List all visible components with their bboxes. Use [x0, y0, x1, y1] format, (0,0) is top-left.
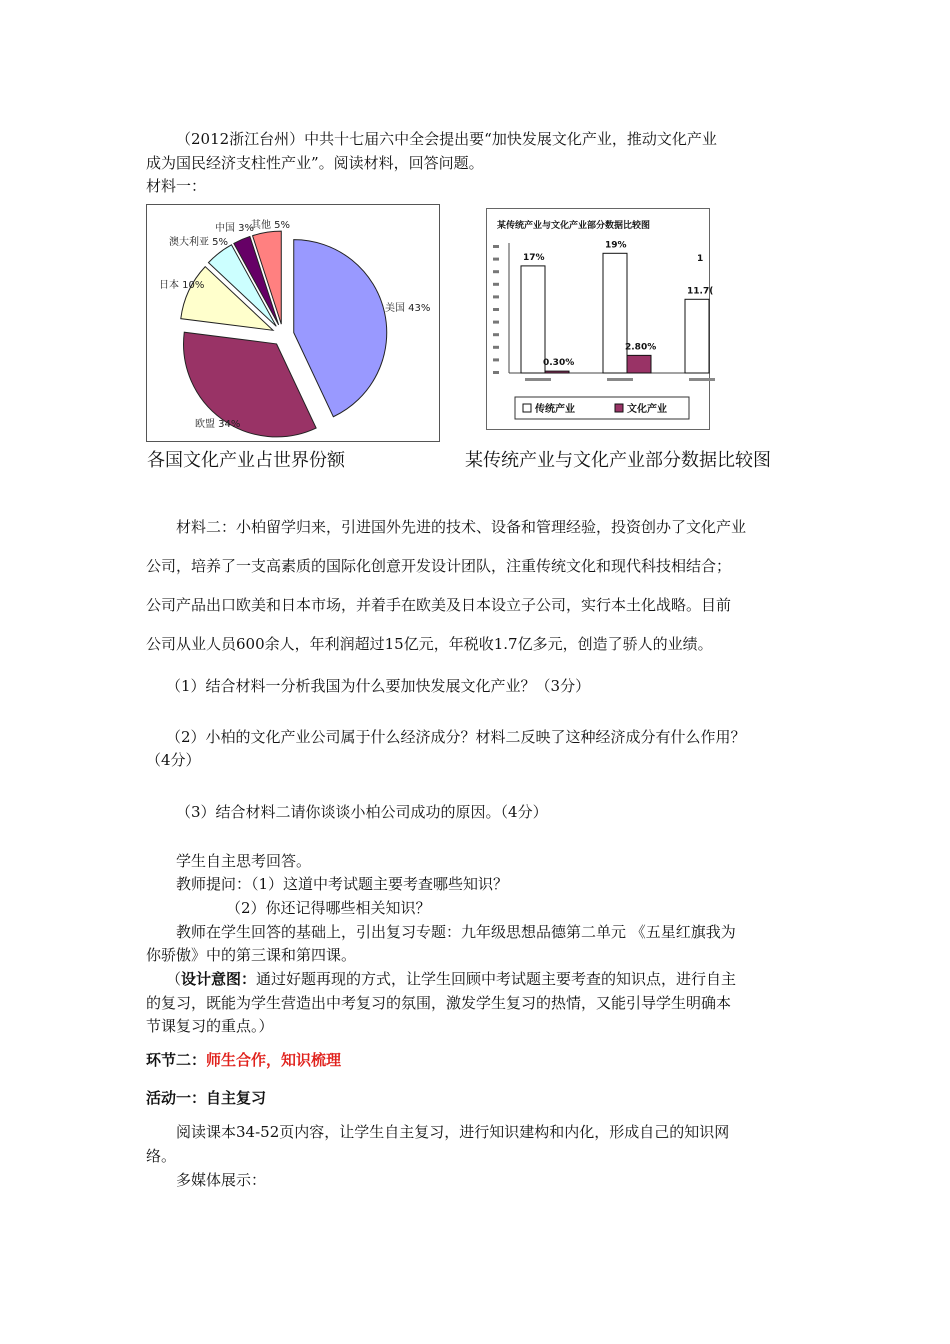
student-answer: 学生自主思考回答。 — [176, 852, 312, 870]
teacher-line-1: 教师在学生回答的基础上，引出复习专题：九年级思想品德第二单元 《五星红旗我为 — [176, 923, 736, 941]
bar-1-1 — [627, 355, 651, 373]
pie-label-3: 澳大利亚 5% — [169, 237, 229, 248]
bar-chart-title: 某传统产业与文化产业部分数据比较图 — [497, 221, 651, 231]
activity-1-media: 多媒体展示： — [176, 1171, 267, 1189]
bar-chart — [487, 209, 714, 429]
section-2-title: 师生合作，知识梳理 — [206, 1051, 342, 1069]
bar-y-tick — [493, 245, 499, 248]
pie-chart-frame — [146, 204, 440, 442]
bar-label-0-2: 11.7( — [687, 286, 714, 297]
design-intent-line-2: 的复习，既能为学生营造出中考复习的氛围，激发学生复习的热情，又能引导学生明确本 — [146, 994, 732, 1012]
pie-label-2: 日本 10% — [159, 280, 205, 291]
bar-label-1-0: 0.30% — [543, 358, 575, 369]
bar-y-tick — [493, 258, 499, 261]
bar-0-1 — [603, 253, 627, 373]
activity-1-title: 活动一：自主复习 — [146, 1089, 267, 1107]
bar-y-tick — [493, 270, 499, 273]
material-2-line-2: 公司，培养了一支高素质的国际化创意开发设计团队，注重传统文化和现代科技相结合； — [146, 557, 732, 575]
pie-slice-0 — [294, 240, 387, 417]
bar-legend-label-0: 传统产业 — [535, 404, 575, 415]
teacher-question-2: （2）你还记得哪些相关知识？ — [226, 899, 431, 917]
design-intent-line-1 — [166, 969, 736, 989]
question-3: （3）结合材料二请你谈谈小柏公司成功的原因。（4分） — [176, 803, 548, 821]
activity-1-line-2: 络。 — [146, 1147, 177, 1165]
bar-label-0-0: 17% — [523, 252, 545, 263]
pie-label-0: 美国 43% — [385, 303, 431, 314]
pie-chart — [147, 205, 439, 441]
bar-y-tick — [493, 283, 499, 286]
material-2-line-4: 公司从业人员600余人，年利润超过15亿元，年税收1.7亿多元，创造了骄人的业绩。 — [146, 635, 713, 653]
teacher-question-1: 教师提问：（1）这道中考试题主要考查哪些知识？ — [176, 875, 509, 893]
bar-y-tick — [493, 295, 499, 298]
question-1: （1）结合材料一分析我国为什么要加快发展文化产业？（3分） — [166, 677, 591, 695]
bar-y-tick — [493, 371, 499, 374]
section-2-heading — [146, 1050, 341, 1070]
activity-1-line-1: 阅读课本34-52页内容，让学生自主复习，进行知识建构和内化，形成自己的知识网 — [176, 1123, 730, 1141]
pie-caption: 各国文化产业占世界份额 — [147, 450, 345, 471]
bar-legend-swatch-0 — [523, 404, 531, 412]
design-open-paren: （ — [166, 970, 182, 988]
material-2-line-3: 公司产品出口欧美和日本市场，并着手在欧美及日本设立子公司，实行本土化战略。目前 — [146, 596, 732, 614]
question-2-line-1: （2）小柏的文化产业公司属于什么经济成分？材料二反映了这种经济成分有什么作用？ — [166, 728, 746, 746]
bar-y-tick — [493, 321, 499, 324]
intro-line-1: （2012浙江台州）中共十七届六中全会提出要“加快发展文化产业，推动文化产业 — [176, 130, 717, 148]
question-2-line-2: （4分） — [146, 751, 201, 769]
pie-label-5: 其他 5% — [251, 220, 291, 231]
material-1-label: 材料一： — [146, 177, 207, 195]
design-intent-label: 设计意图： — [181, 970, 257, 988]
design-intent-line-3: 节课复习的重点。） — [146, 1017, 274, 1035]
bar-x-tick-label — [607, 378, 633, 381]
bar-y-tick — [493, 308, 499, 311]
bar-0-0 — [521, 266, 545, 373]
material-2-line-1: 材料二：小柏留学归来，引进国外先进的技术、设备和管理经验，投资创办了文化产业 — [176, 518, 747, 536]
bar-extra-label: 1 — [697, 254, 704, 264]
bar-caption: 某传统产业与文化产业部分数据比较图 — [465, 450, 771, 471]
pie-label-4: 中国 3% — [215, 223, 255, 234]
bar-x-tick-label — [689, 378, 715, 381]
section-2-prefix: 环节二： — [146, 1051, 207, 1069]
bar-y-tick — [493, 333, 499, 336]
bar-x-tick-label — [525, 378, 551, 381]
bar-chart-frame — [486, 208, 714, 430]
bar-1-0 — [545, 371, 569, 373]
bar-label-1-1: 2.80% — [625, 342, 657, 353]
design-intent-text: 通过好题再现的方式，让学生回顾中考试题主要考查的知识点，进行自主 — [256, 970, 737, 988]
teacher-line-2: 你骄傲》中的第三课和第四课。 — [146, 946, 357, 964]
bar-0-2 — [685, 299, 709, 373]
bar-label-0-1: 19% — [605, 240, 627, 251]
pie-label-1: 欧盟 34% — [195, 419, 241, 430]
bar-y-tick — [493, 358, 499, 361]
bar-legend-label-1: 文化产业 — [627, 404, 667, 415]
intro-line-2: 成为国民经济支柱性产业”。阅读材料，回答问题。 — [146, 154, 484, 172]
bar-y-tick — [493, 346, 499, 349]
bar-legend-swatch-1 — [615, 404, 623, 412]
